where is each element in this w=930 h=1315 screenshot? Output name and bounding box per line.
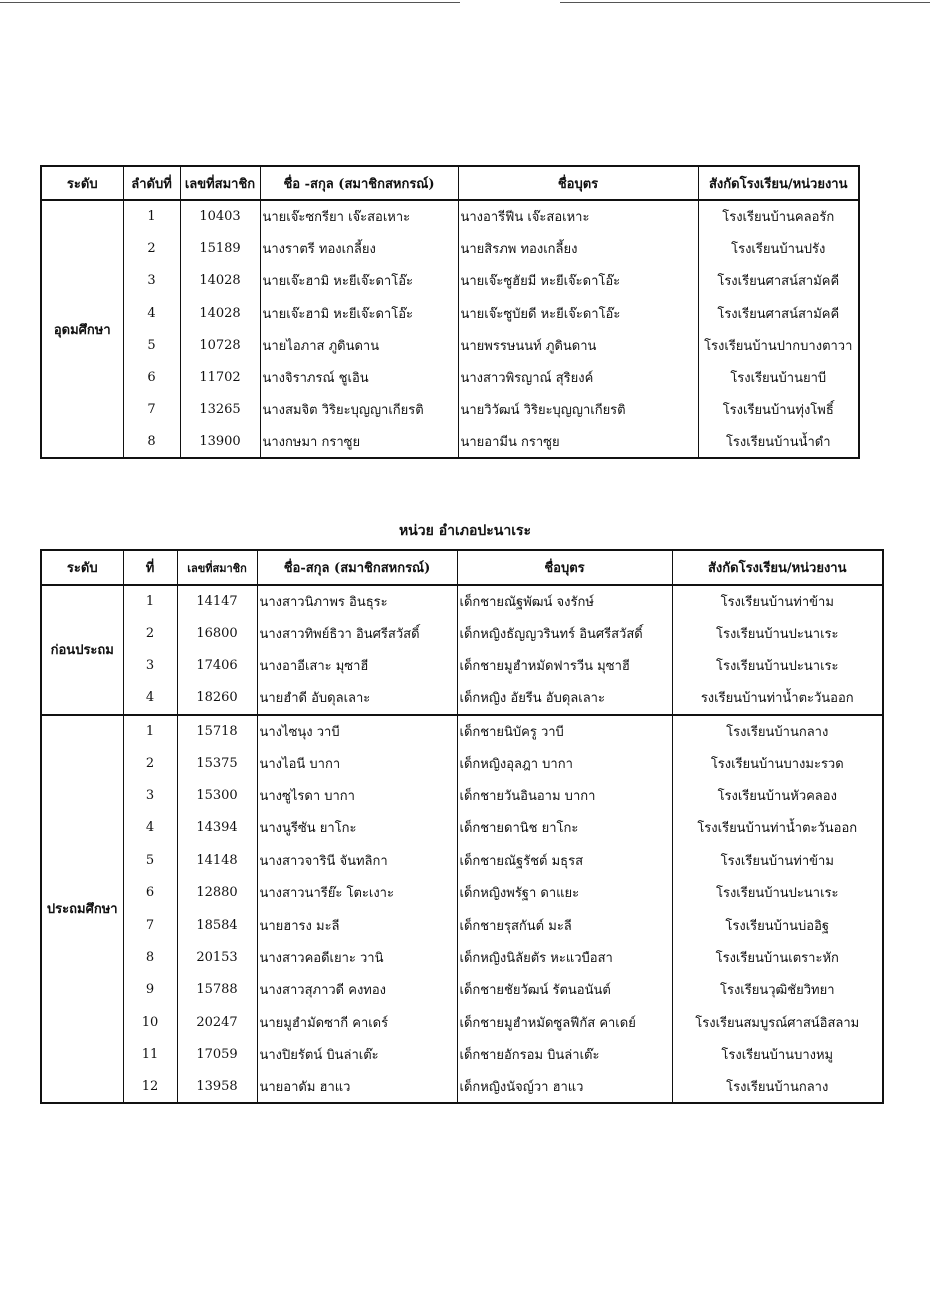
child-name-cell: เด็กหญิงพรัฐา ดาแยะ [457, 877, 672, 909]
school-cell: โรงเรียนบ้านเตราะหัก [672, 941, 883, 973]
order-cell: 7 [123, 909, 177, 941]
table-row [41, 394, 859, 426]
member-id-cell: 15788 [177, 974, 257, 1006]
table-row [41, 779, 883, 811]
member-id-cell: 14147 [177, 585, 257, 617]
child-name-cell: นางอารีฟีน เจ๊ะสอเหาะ [458, 200, 698, 232]
child-name-cell: เด็กหญิงนิลัยตัร หะแวบือสา [457, 941, 672, 973]
member-name-cell: นางสาวนารีย๊ะ โตะเงาะ [257, 877, 457, 909]
order-cell: 6 [123, 361, 180, 393]
member-id-cell: 15718 [177, 715, 257, 747]
table-row [41, 297, 859, 329]
member-id-cell: 20153 [177, 941, 257, 973]
school-cell: โรงเรียนบ้านคลอรัก [698, 200, 859, 232]
order-cell: 3 [123, 650, 177, 682]
header-level: ระดับ [41, 550, 123, 585]
member-name-cell: นางสาวนิภาพร อินธุระ [257, 585, 457, 617]
member-name-cell: นางสาวสุภาวดี คงทอง [257, 974, 457, 1006]
order-cell: 5 [123, 844, 177, 876]
header-member-id: เลขที่สมาชิก [180, 166, 260, 200]
school-cell: โรงเรียนบ้านทุ่งโพธิ์ [698, 394, 859, 426]
child-name-cell: เด็กชายวันอินอาม บากา [457, 779, 672, 811]
member-name-cell: นางไซนุง วาบี [257, 715, 457, 747]
member-id-cell: 13958 [177, 1071, 257, 1103]
order-cell: 4 [123, 297, 180, 329]
member-name-cell: นางสมจิต วิริยะบุญญาเกียรติ [260, 394, 458, 426]
school-cell: โรงเรียนบ้านน้ำดำ [698, 426, 859, 458]
order-cell: 7 [123, 394, 180, 426]
table-row [41, 1071, 883, 1103]
member-name-cell: นางปิยรัตน์ บินล่าเต๊ะ [257, 1038, 457, 1070]
member-id-cell: 14028 [180, 265, 260, 297]
table-row [41, 877, 883, 909]
school-cell: โรงเรียนบ้านปากบางตาวา [698, 329, 859, 361]
child-name-cell: เด็กชายนิบัครู วาบี [457, 715, 672, 747]
member-name-cell: นางกษมา กราซูย [260, 426, 458, 458]
child-name-cell: นายสิรภพ ทองเกลี้ยง [458, 232, 698, 264]
order-cell: 3 [123, 265, 180, 297]
school-cell: โรงเรียนบ้านกลาง [672, 1071, 883, 1103]
child-name-cell: นายวิวัฒน์ วิริยะบุญญาเกียรติ [458, 394, 698, 426]
table-row [41, 715, 883, 747]
header-member-name: ชื่อ-สกุล (สมาชิกสหกรณ์) [257, 550, 457, 585]
member-name-cell: นางซูไรดา บากา [257, 779, 457, 811]
order-cell: 11 [123, 1038, 177, 1070]
order-cell: 4 [123, 682, 177, 714]
child-name-cell: นายพรรษนนท์ ภูดินดาน [458, 329, 698, 361]
child-name-cell: เด็กชายอักรอม บินล่าเต๊ะ [457, 1038, 672, 1070]
table-row [41, 682, 883, 714]
table-row [41, 426, 859, 458]
school-cell: โรงเรียนศาสน์สามัคคี [698, 265, 859, 297]
header-child-name: ชื่อบุตร [457, 550, 672, 585]
table-row [41, 200, 859, 232]
header-school: สังกัดโรงเรียน/หน่วยงาน [672, 550, 883, 585]
member-id-cell: 17406 [177, 650, 257, 682]
child-name-cell: เด็กหญิงอุลฎา บากา [457, 747, 672, 779]
order-cell: 4 [123, 812, 177, 844]
school-cell: โรงเรียนบ้านบางหมู [672, 1038, 883, 1070]
table-row [41, 812, 883, 844]
header-member-id: เลขที่สมาชิก [177, 550, 257, 585]
member-name-cell: นายอาดัม ฮาแว [257, 1071, 457, 1103]
table-row [41, 909, 883, 941]
higher-education-table [40, 165, 860, 459]
order-cell: 8 [123, 426, 180, 458]
school-cell: รงเรียนบ้านท่าน้ำตะวันออก [672, 682, 883, 714]
order-cell: 3 [123, 779, 177, 811]
school-cell: โรงเรียนบ้านกลาง [672, 715, 883, 747]
table-row [41, 1038, 883, 1070]
order-cell: 1 [123, 715, 177, 747]
school-cell: โรงเรียนบ้านปะนาเระ [672, 877, 883, 909]
table-row [41, 1006, 883, 1038]
child-name-cell: เด็กชายมูฮำหมัดฟารวีน มุซาฮี [457, 650, 672, 682]
order-cell: 2 [123, 617, 177, 649]
order-cell: 1 [123, 200, 180, 232]
order-cell: 5 [123, 329, 180, 361]
member-name-cell: นายเจ๊ะฮามิ หะยีเจ๊ะดาโอ๊ะ [260, 297, 458, 329]
school-cell: โรงเรียนสมบูรณ์ศาสน์อิสลาม [672, 1006, 883, 1038]
child-name-cell: เด็กชายดานิช ยาโกะ [457, 812, 672, 844]
child-name-cell: เด็กชายณัฐรัชต์ มธุรส [457, 844, 672, 876]
school-cell: โรงเรียนบ้านปะนาเระ [672, 617, 883, 649]
child-name-cell: นายเจ๊ะซูฮัยมี หะยีเจ๊ะดาโอ๊ะ [458, 265, 698, 297]
school-cell: โรงเรียนบ้านปรัง [698, 232, 859, 264]
member-id-cell: 16800 [177, 617, 257, 649]
scan-edge-line [560, 2, 930, 3]
member-id-cell: 11702 [180, 361, 260, 393]
member-name-cell: นายฮำดี อับดุลเลาะ [257, 682, 457, 714]
table-row [41, 361, 859, 393]
header-order: ลำดับที่ [123, 166, 180, 200]
member-id-cell: 14394 [177, 812, 257, 844]
table-row [41, 232, 859, 264]
member-name-cell: นางสาวทิพย์ธิวา อินศรีสวัสดิ์ [257, 617, 457, 649]
panare-district-table [40, 549, 884, 1104]
school-cell: โรงเรียนบ้านหัวคลอง [672, 779, 883, 811]
header-member-name: ชื่อ -สกุล (สมาชิกสหกรณ์) [260, 166, 458, 200]
level-cell: อุดมศึกษา [41, 200, 123, 458]
member-id-cell: 15300 [177, 779, 257, 811]
member-id-cell: 14028 [180, 297, 260, 329]
school-cell: โรงเรียนบ้านท่าข้าม [672, 844, 883, 876]
member-id-cell: 10728 [180, 329, 260, 361]
member-name-cell: นางสาวจารินี จันทลิกา [257, 844, 457, 876]
order-cell: 6 [123, 877, 177, 909]
child-name-cell: นายเจ๊ะซูบัยดี หะยีเจ๊ะดาโอ๊ะ [458, 297, 698, 329]
header-school: สังกัดโรงเรียน/หน่วยงาน [698, 166, 859, 200]
header-order: ที่ [123, 550, 177, 585]
child-name-cell: นางสาวพิรญาณ์ สุริยงค์ [458, 361, 698, 393]
table-row [41, 265, 859, 297]
school-cell: โรงเรียนวุฒิชัยวิทยา [672, 974, 883, 1006]
member-name-cell: นายมูฮำมัดซากี คาเดร์ [257, 1006, 457, 1038]
member-name-cell: นางสาวคอดีเยาะ วานิ [257, 941, 457, 973]
child-name-cell: เด็กชายณัฐพัฒน์ จงรักษ์ [457, 585, 672, 617]
table-row [41, 650, 883, 682]
child-name-cell: เด็กชายรุสกันต์ มะลี [457, 909, 672, 941]
child-name-cell: เด็กชายมูฮำหมัดซูลฟีกัส คาเดย์ [457, 1006, 672, 1038]
member-id-cell: 18584 [177, 909, 257, 941]
level-cell: ประถมศึกษา [41, 715, 123, 1104]
header-child-name: ชื่อบุตร [458, 166, 698, 200]
order-cell: 2 [123, 747, 177, 779]
member-id-cell: 12880 [177, 877, 257, 909]
member-name-cell: นายเจ๊ะฮามิ หะยีเจ๊ะดาโอ๊ะ [260, 265, 458, 297]
member-name-cell: นางจิราภรณ์ ชูเอิน [260, 361, 458, 393]
table-row [41, 974, 883, 1006]
child-name-cell: เด็กหญิงนัจญ์วา ฮาแว [457, 1071, 672, 1103]
child-name-cell: เด็กหญิง อัยรีน อับดุลเลาะ [457, 682, 672, 714]
member-name-cell: นางราตรี ทองเกลี้ยง [260, 232, 458, 264]
member-name-cell: นางนูรีซัน ยาโกะ [257, 812, 457, 844]
child-name-cell: เด็กชายชัยวัฒน์ รัตนอนันต์ [457, 974, 672, 1006]
table-header-row [41, 550, 883, 585]
member-name-cell: นายฮารง มะลี [257, 909, 457, 941]
school-cell: โรงเรียนบ้านปะนาเระ [672, 650, 883, 682]
order-cell: 1 [123, 585, 177, 617]
school-cell: โรงเรียนบ้านบางมะรวด [672, 747, 883, 779]
order-cell: 2 [123, 232, 180, 264]
table-row [41, 747, 883, 779]
member-name-cell: นายเจ๊ะซกรียา เจ๊ะสอเหาะ [260, 200, 458, 232]
member-name-cell: นางอาอีเสาะ มุซาฮี [257, 650, 457, 682]
table-row [41, 941, 883, 973]
table-row [41, 329, 859, 361]
member-id-cell: 15375 [177, 747, 257, 779]
scan-edge-line [0, 2, 460, 3]
school-cell: โรงเรียนบ้านบ่ออิฐ [672, 909, 883, 941]
table-row [41, 844, 883, 876]
table-row [41, 617, 883, 649]
member-id-cell: 10403 [180, 200, 260, 232]
school-cell: โรงเรียนบ้านท่าข้าม [672, 585, 883, 617]
school-cell: โรงเรียนบ้านยาบี [698, 361, 859, 393]
member-id-cell: 13265 [180, 394, 260, 426]
table-header-row [41, 166, 859, 200]
level-cell: ก่อนประถม [41, 585, 123, 715]
member-name-cell: นายไอภาส ภูดินดาน [260, 329, 458, 361]
order-cell: 10 [123, 1006, 177, 1038]
member-name-cell: นางไอนี บากา [257, 747, 457, 779]
member-id-cell: 17059 [177, 1038, 257, 1070]
header-level: ระดับ [41, 166, 123, 200]
member-id-cell: 15189 [180, 232, 260, 264]
school-cell: โรงเรียนบ้านท่าน้ำตะวันออก [672, 812, 883, 844]
member-id-cell: 18260 [177, 682, 257, 714]
member-id-cell: 13900 [180, 426, 260, 458]
order-cell: 12 [123, 1071, 177, 1103]
table-row [41, 585, 883, 617]
school-cell: โรงเรียนศาสน์สามัคคี [698, 297, 859, 329]
order-cell: 8 [123, 941, 177, 973]
child-name-cell: เด็กหญิงธัญญวรินทร์ อินศรีสวัสดิ์ [457, 617, 672, 649]
order-cell: 9 [123, 974, 177, 1006]
member-id-cell: 20247 [177, 1006, 257, 1038]
member-id-cell: 14148 [177, 844, 257, 876]
section-title: หน่วย อำเภอปะนาเระ [398, 523, 532, 539]
child-name-cell: นายอามีน กราซูย [458, 426, 698, 458]
